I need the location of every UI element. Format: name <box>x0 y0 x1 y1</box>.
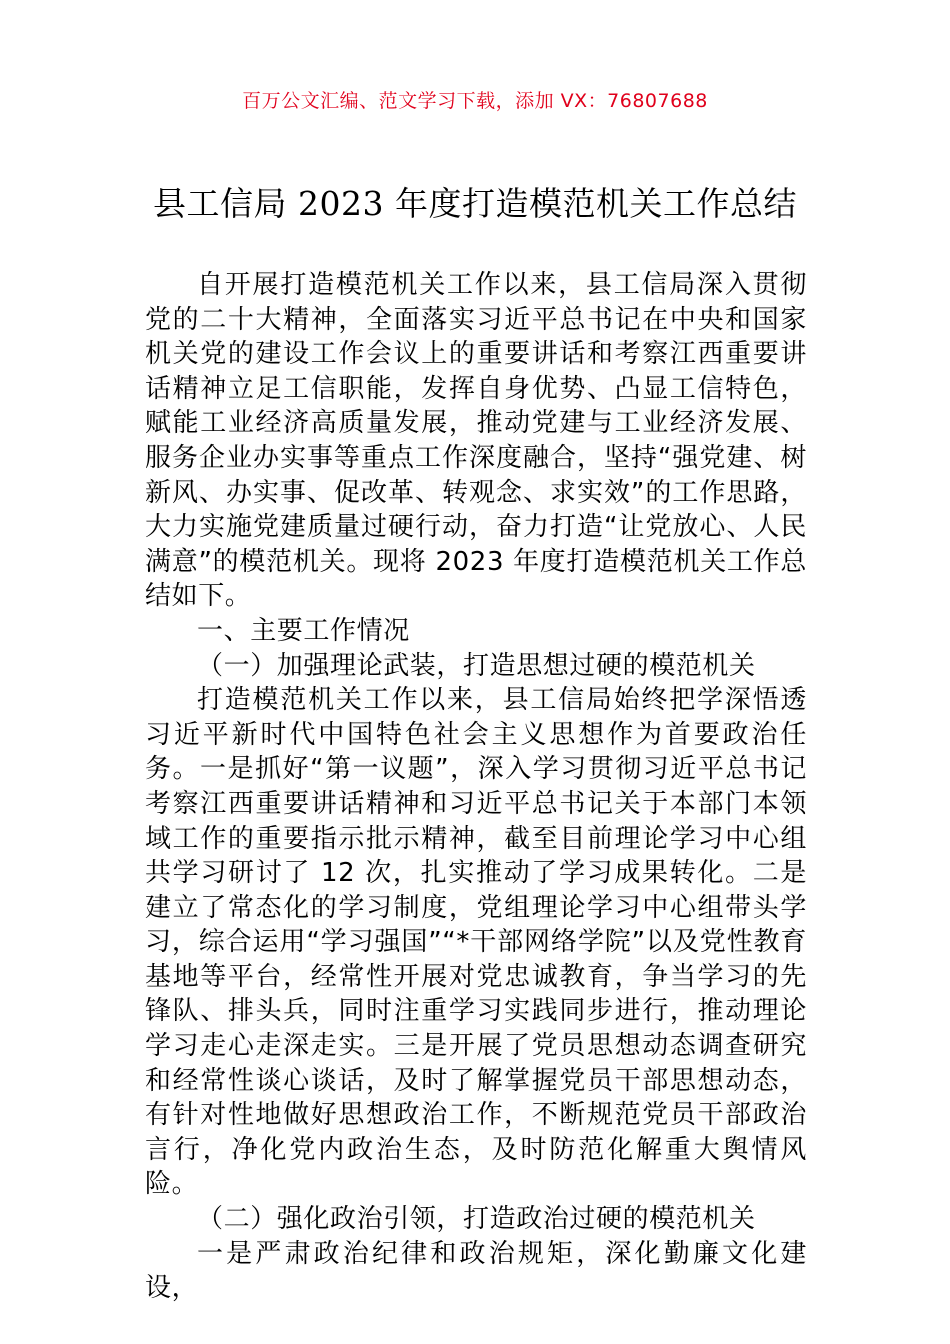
paragraph-intro: 自开展打造模范机关工作以来，县工信局深入贯彻党的二十大精神，全面落实习近平总书记在中央和国家机关党的建设工作会议上的重要讲话和考察江西重要讲话精神立足工信职能，发挥自身优势、凸显工信特色，赋能工业经济高质量发展，推动党建与工业经济发展、服务企业办实事等重点工作深度融合，坚持“强党建、树新风、办实事、促改革、转观念、求实效”的工作思路，大力实施党建质量过硬行动，奋力打造“让党放心、人民满意”的模范机关。现将 2023 年度打造模范机关工作总结如下。 <box>145 270 807 612</box>
subsection-heading-2: （二）强化政治引领，打造政治过硬的模范机关 <box>197 1204 756 1235</box>
paragraph-politics: 一是严肃政治纪律和政治规矩，深化勤廉文化建设， <box>145 1238 807 1304</box>
paragraph-theory: 打造模范机关工作以来，县工信局始终把学深悟透习近平新时代中国特色社会主义思想作为首要政治任务。一是抓好“第一议题”，深入学习贯彻习近平总书记考察江西重要讲话精神和习近平总书记关于本部门本领域工作的重要指示批示精神，截至目前理论学习中心组共学习研讨了 12 次，扎实推动了学习成果转化。二是建立了常态化的学习制度，党组理论学习中心组带头学习，综合运用“学习强国”“*干部网络学院”以及党性教育基地等平台，经常性开展对党忠诚教育，争当学习的先锋队、排头兵，同时注重学习实践同步进行，推动理论学习走心走深走实。三是开展了党员思想动态调查研究和经常性谈心谈话，及时了解掌握党员干部思想动态，有针对性地做好思想政治工作，不断规范党员干部政治言行，净化党内政治生态，及时防范化解重大舆情风险。 <box>145 685 807 1200</box>
subsection-heading-1: （一）加强理论武装，打造思想过硬的模范机关 <box>197 650 756 681</box>
document-body <box>145 268 807 1306</box>
section-heading-main-work: 一、主要工作情况 <box>197 615 410 646</box>
header-note: 百万公文汇编、范文学习下载，添加 VX：76807688 <box>242 90 708 112</box>
document-title: 县工信局 2023 年度打造模范机关工作总结 <box>153 184 797 223</box>
